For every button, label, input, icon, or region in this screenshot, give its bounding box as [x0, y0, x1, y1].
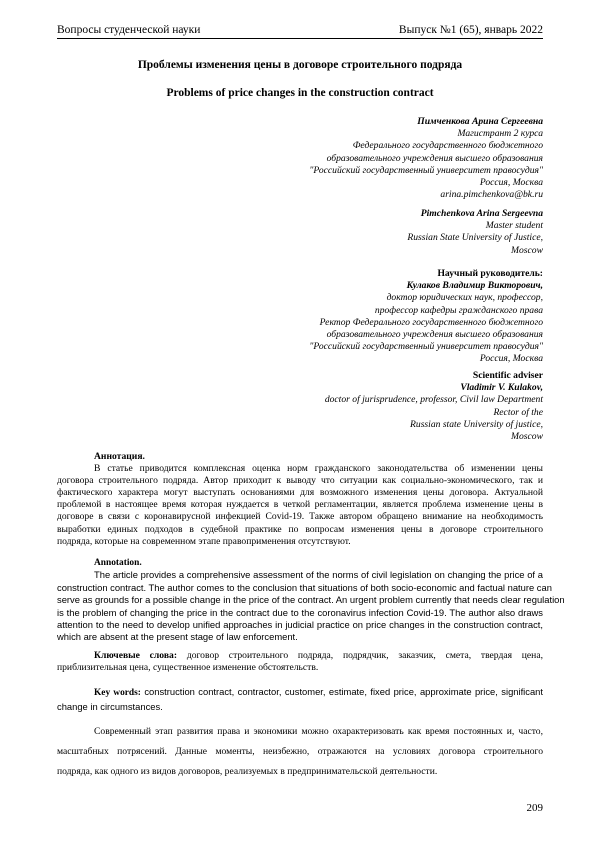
issue-info: Выпуск №1 (65), январь 2022	[398, 24, 543, 36]
author-block-ru	[309, 116, 543, 201]
abstract-line: which are absent at the present stage of law enforcement.	[57, 631, 298, 643]
abstract-line: В статье приводится комплексная оценка норм гражданского законодательства об изменении цены	[94, 463, 543, 475]
body-line: масштабных потрясений. Данные моменты, неизбежно, отражаются на условиях договора строительного	[57, 746, 543, 757]
author-line: "Российский государственный университет правосудия"	[309, 164, 543, 176]
adviser-label-en: Scientific adviser	[472, 370, 543, 381]
adviser-line: doctor of jurisprudence, professor, Civil law Department	[324, 394, 543, 406]
abstract-heading-ru: Аннотация.	[94, 451, 145, 462]
abstract-line: construction contract. The author comes to the conclusion that situations of both socio-economic and factual nature can	[57, 581, 552, 593]
abstract-heading-en: Annotation.	[94, 558, 142, 568]
author-line: Магистрант 2 курса	[457, 128, 543, 140]
abstract-line: подряда, которые на современном этапе правоприменения отсутствуют.	[57, 535, 351, 547]
keywords-line: change in circumstances.	[57, 701, 163, 712]
adviser-line: Russian state University of justice,	[410, 418, 543, 430]
keywords-en	[57, 685, 543, 713]
journal-name: Вопросы студенческой науки	[57, 24, 201, 36]
adviser-name-ru: Кулаков Владимир Викторович,	[406, 280, 543, 292]
abstract-ru	[57, 451, 543, 548]
adviser-line: образовательного учреждения высшего образования	[326, 329, 543, 341]
author-line: Master student	[485, 220, 543, 232]
adviser-line: Moscow	[511, 431, 543, 443]
adviser-line: профессор кафедры гражданского права	[374, 304, 543, 316]
author-line: Федерального государственного бюджетного	[352, 140, 543, 152]
abstract-line: проблемой в настоящее время которая нуждается в четкой регламентации, является проблема изменение цены в	[57, 499, 543, 511]
adviser-line: доктор юридических наук, профессор,	[386, 292, 543, 304]
keywords-ru	[57, 650, 543, 674]
adviser-line: Ректор Федерального государственного бюджетного	[319, 316, 543, 328]
abstract-line: выработки единых подходов в судебной практике по вопросам изменения цены в договоре строительного	[57, 523, 543, 535]
adviser-block-en	[325, 370, 543, 443]
body-line: Современный этап развития права и экономики можно охарактеризовать как время постоянных и, часто,	[94, 726, 543, 737]
author-line: Россия, Москва	[479, 177, 543, 189]
abstract-line: attention to the need to develop unified approaches in judicial practice on price changes in the construction contract,	[57, 619, 543, 631]
abstract-line: фактического характера могут выступать основаниями для возможного изменения цены договора. Актуальной	[57, 487, 543, 499]
keywords-line	[57, 685, 543, 700]
adviser-name-en: Vladimir V. Kulakov,	[460, 382, 543, 394]
page-number: 209	[526, 802, 543, 814]
article-title-ru: Проблемы изменения цены в договоре строительного подряда	[137, 59, 463, 71]
running-header	[57, 24, 543, 39]
adviser-label-ru: Научный руководитель:	[437, 268, 543, 279]
abstract-line: serve as grounds for a possible change in the price of the contract. An urgent problem currently that needs clear regulation	[57, 594, 565, 606]
author-email: arina.pimchenkova@bk.ru	[440, 189, 543, 201]
adviser-line: Rector of the	[493, 406, 543, 418]
author-line: Moscow	[511, 244, 543, 256]
author-name-ru: Пимченкова Арина Сергеевна	[417, 116, 543, 127]
keywords-text: договор строительного подряда, подрядчик, заказчик, смета, твердая цена,	[186, 650, 543, 661]
adviser-line: Россия, Москва	[479, 353, 543, 365]
keywords-label-en: Key words:	[94, 688, 141, 698]
abstract-en	[57, 557, 565, 644]
body-line: подряда, как одного из видов договоров, реализуемых в предпринимательской деятельности.	[57, 766, 438, 777]
author-name-en: Pimchenkova Arina Sergeevna	[420, 208, 543, 219]
author-block-en	[407, 208, 543, 257]
abstract-line: The article provides a comprehensive assessment of the norms of civil legislation on changing the price of a	[94, 569, 543, 581]
abstract-line: договора строительного подряда. Автор приходит к выводу что ситуации как социально-экономического, так и	[57, 475, 543, 487]
author-line: образовательного учреждения высшего образования	[326, 152, 543, 164]
abstract-line: договоре в связи с коронавирусной инфекцией Covid-19. Также автором обращено внимание на необходимость	[57, 511, 543, 523]
body-text	[57, 722, 543, 782]
adviser-block-ru	[309, 268, 543, 366]
adviser-line: "Российский государственный университет правосудия"	[309, 341, 543, 353]
author-line: Russian State University of Justice,	[407, 232, 543, 244]
abstract-line: is the problem of changing the price in the contract due to the coronavirus infection Covid-19. The author also draws	[57, 606, 543, 618]
keywords-label-ru: Ключевые слова:	[94, 650, 178, 661]
keywords-line	[57, 650, 543, 662]
keywords-text: construction contract, contractor, customer, estimate, fixed price, approximate price, significant	[144, 686, 543, 697]
article-title-en: Problems of price changes in the construction contract	[166, 87, 434, 99]
keywords-line: приблизительная цена, существенное изменение обстоятельств.	[57, 662, 319, 674]
